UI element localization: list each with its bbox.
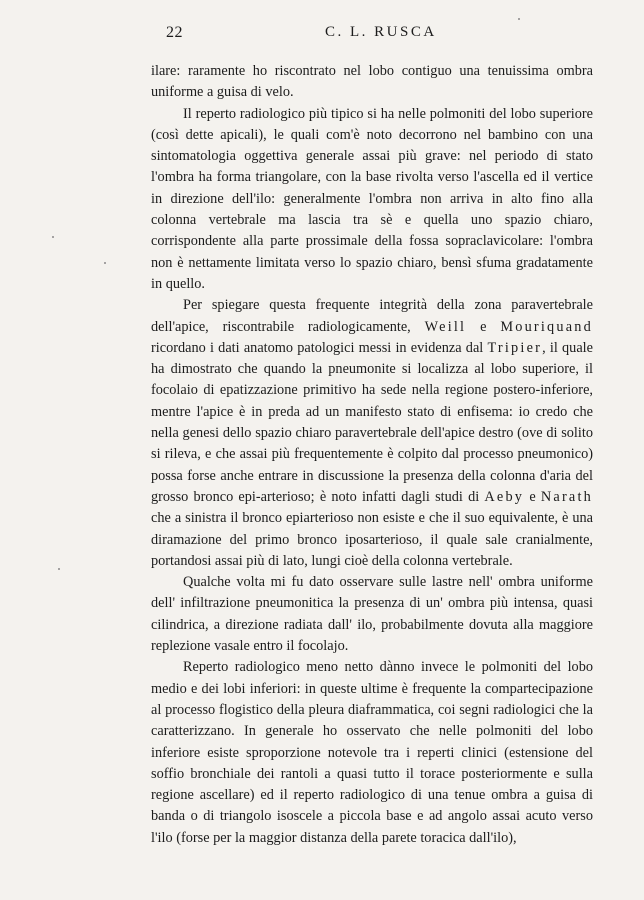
text-run: Reperto radiologico meno netto dànno invece le polmoniti del lobo medio e dei lobi inferiori: in queste ultime è frequente la compartecipazione al processo flogistico della pleura diaframmatica, coi segni radiologici che la caratterizzano. In generale ho osservato che nelle polmoniti del lobo inferiore esiste sproporzione notevole tra i reperti clinici (estensione del soffio bronchiale dei rantoli a quasi tutto il torace posteriormente e sulla regione ascellare) ed il reperto radiologico di una tenue ombra a guisa di banda o di triangolo isoscele a piccola base e ad angolo assai acuto verso l'ilo (forse per la maggior distanza della parete toracica dall'ilo), [151,659,593,846]
paragraph [151,657,593,849]
page-number: 22 [166,24,183,41]
running-head: C. L. RUSCA [325,24,437,40]
author-name: Aeby [484,488,525,505]
text-run: Qualche volta mi fu dato osservare sulle lastre nell' ombra uniforme dell' infiltrazione pneumonitica la presenza di un' ombra più intensa, quasi cilindrica, a direzione radiata dall' ilo, probabilmente dovuta alla maggiore replezione vasale entro il focolajo. [151,574,593,655]
author-name: Mouriquand [500,318,593,335]
author-name: Tripier [487,339,543,356]
text-run: Il reperto radiologico più tipico si ha nelle polmoniti del lobo superiore (così dette apicali), le quali com'è noto decorrono nel bambino con una sintomatologia oggettiva generale assai più grave: nel periodo di stato l'ombra ha forma triangolare, con la base rivolta verso l'ascella ed il vertice in direzione dell'ilo: generalmente l'ombra non arriva in alto fino alla colonna vertebrale ma lascia tra sè e quella uno spazio chiaro, corrispondente alla parte prossimale della fossa sopraclavicolare: l'ombra non è nettamente limitata verso lo spazio chiaro, bensì sfuma gradatamente in quello. [151,105,593,292]
author-name: Weill [424,318,467,335]
paragraph [151,572,593,657]
author-name: Narath [540,488,593,505]
text-run: ilare: raramente ho riscontrato nel lobo contiguo una tenuissima ombra uniforme a guisa di velo. [151,63,593,101]
text-run: Per spiegare questa frequente integrità della zona paravertebrale dell'apice, riscontrabile radiologicamente, [151,297,593,335]
paper-speck [104,262,106,264]
paper-speck [58,568,60,570]
paragraph [151,104,593,296]
paragraph [151,295,593,572]
paper-speck [52,236,54,238]
text-run: che a sinistra il bronco epiarterioso non esiste e che il suo equivalente, è una diramazione del primo bronco iposarterioso, il quale sale cranialmente, portandosi assai più di lato, lungi cioè della colonna vertebrale. [151,510,593,569]
text-run: ricordano i dati anatomo patologici messi in evidenza dal [151,339,488,356]
paragraph-continued [151,61,593,104]
paper-speck [518,18,520,20]
body-text [151,61,593,849]
text-run: , il quale ha dimostrato che quando la pneumonite si localizza al lobo superiore, il focolaio di epatizzazione primitivo ha sede nella regione postero-inferiore, mentre l'apice è in preda ad un manifesto stato di enfisema: io credo che nella genesi dello spazio chiaro paravertebrale dell'apice destro (ove di solito si rileva, e che assai più frequentemente è colpito dal processo pneumonico) possa forse anche entrare in discussione la presenza della colonna d'aria del grosso bronco epi-arterioso; è noto infatti dagli studi di [151,339,593,505]
text-run: e [466,318,501,335]
text-run: e [524,488,541,505]
page-header [0,24,644,48]
